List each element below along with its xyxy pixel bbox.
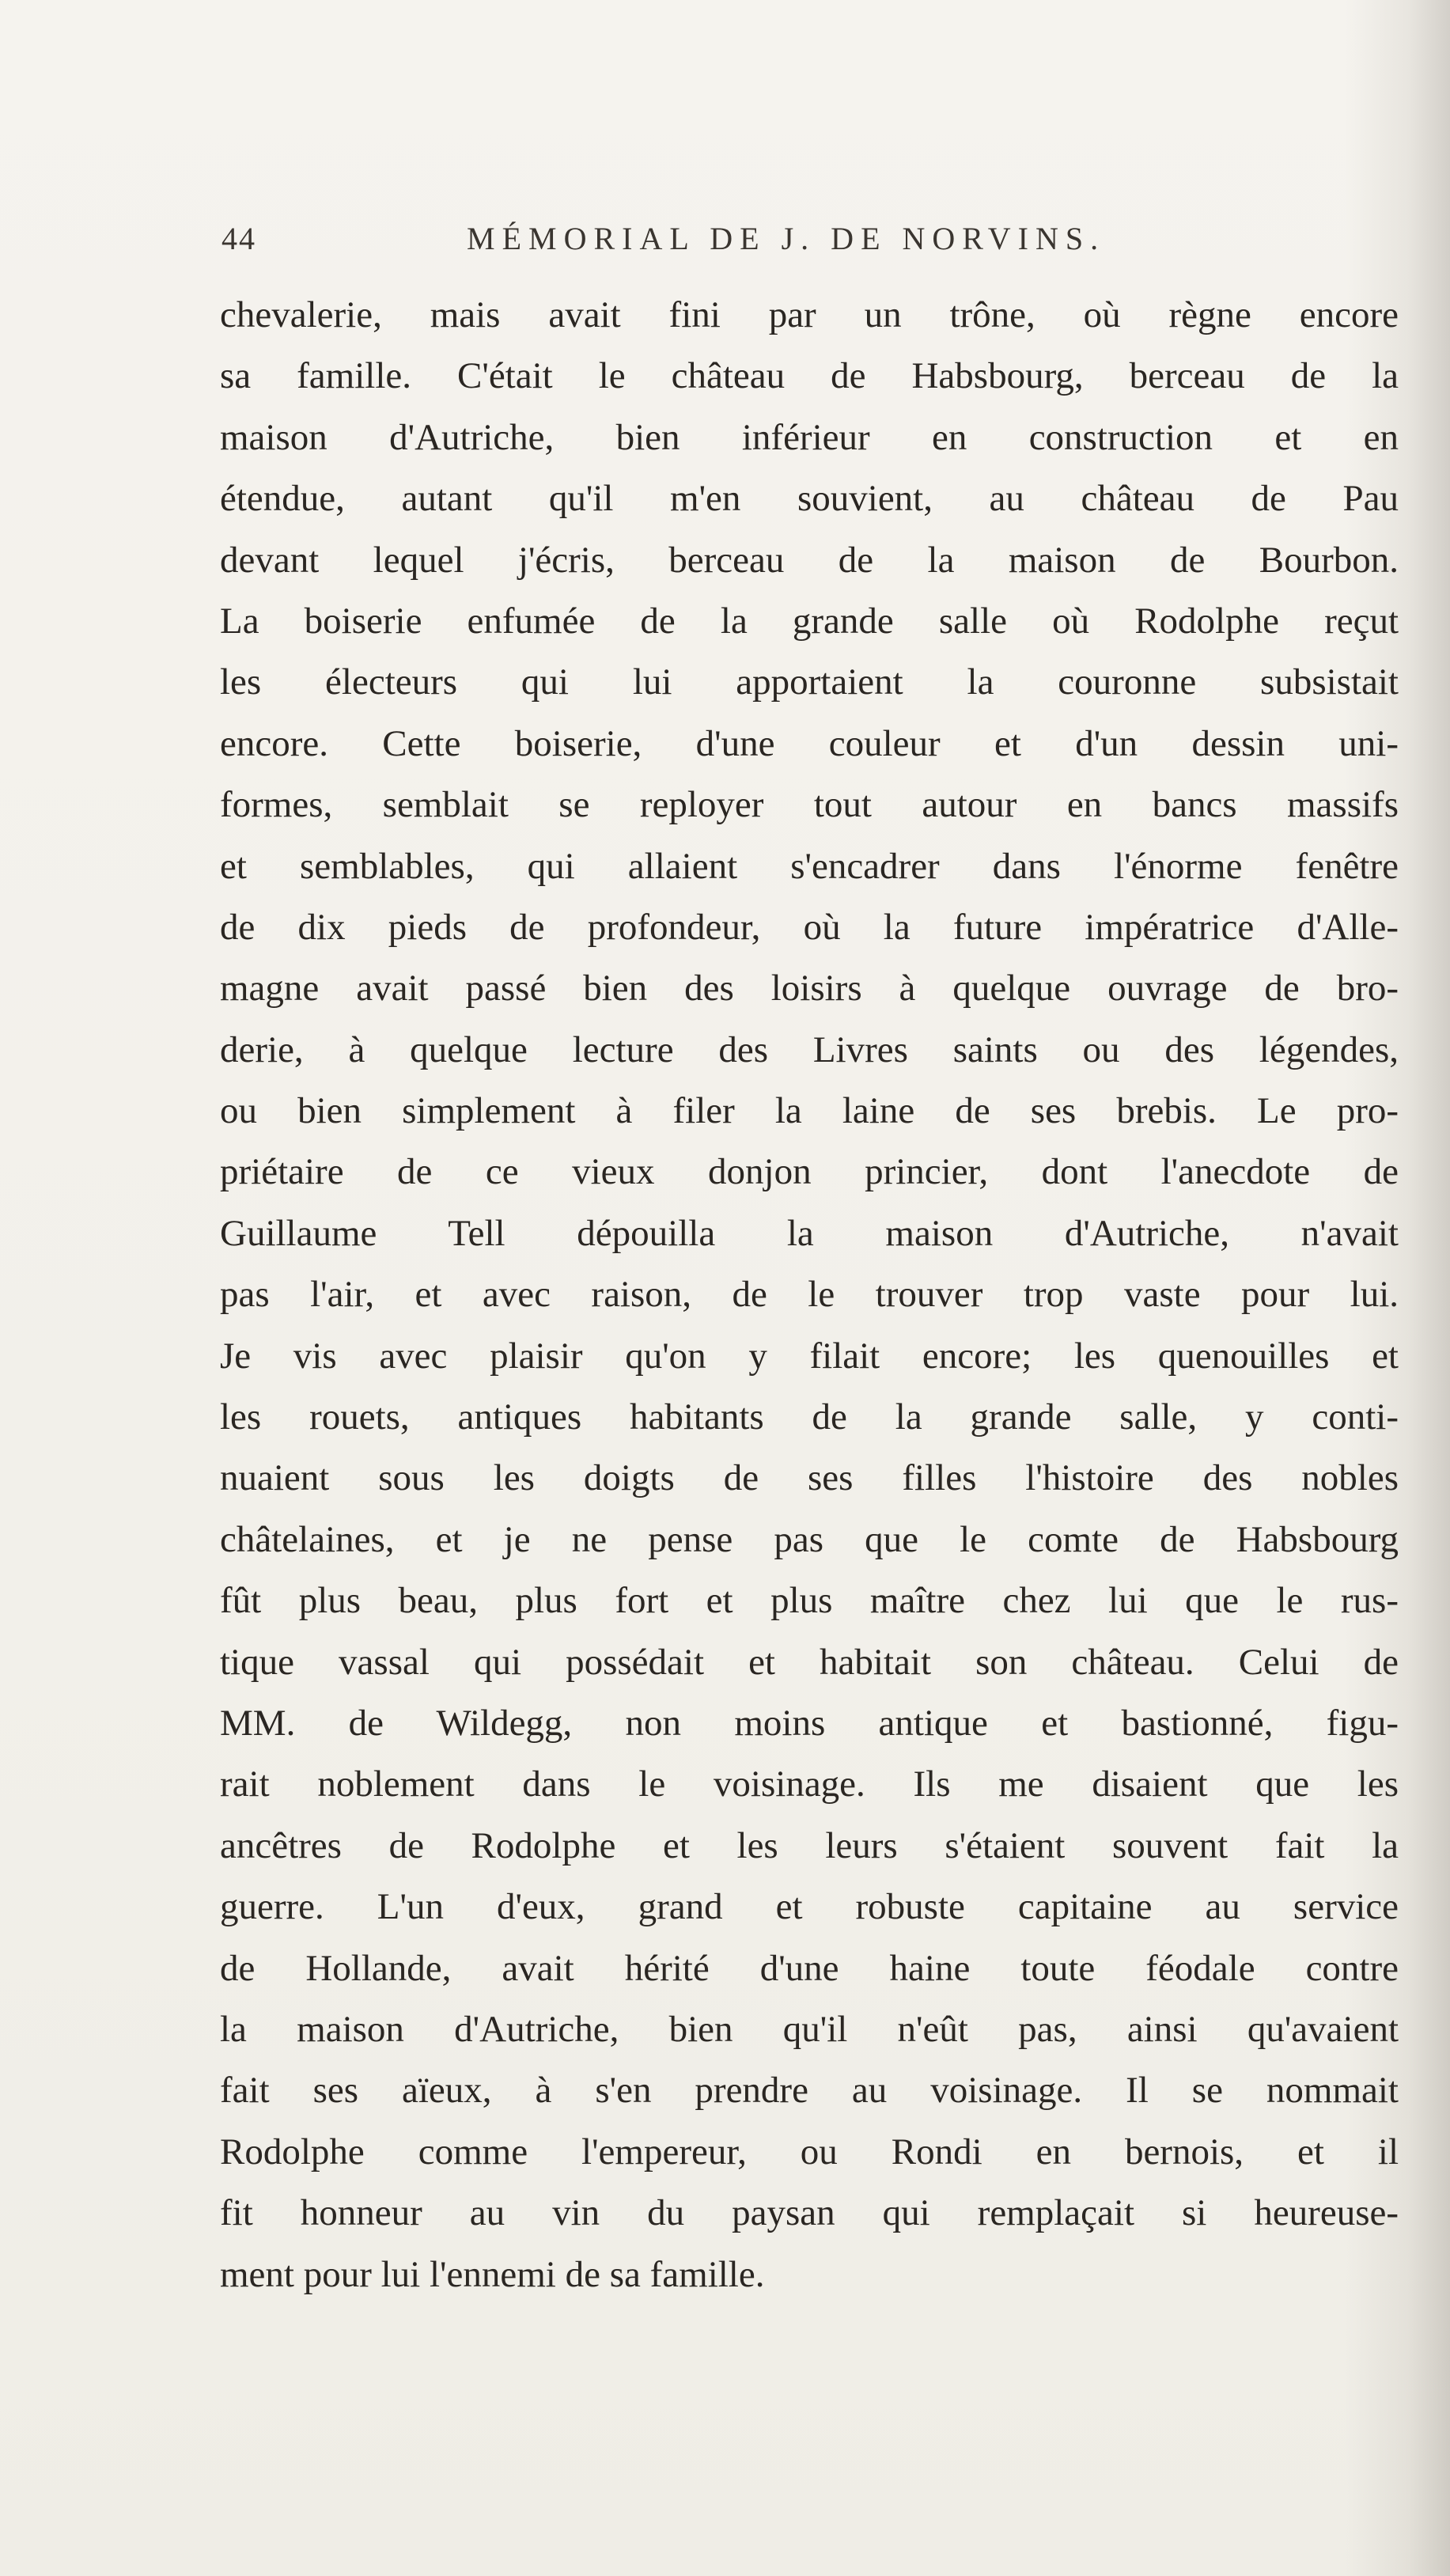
text-line: châtelaines, et je ne pense pas que le comte de Habsbourg	[220, 1518, 1399, 1560]
text-line: fait ses aïeux, à s'en prendre au voisinage. Il se nommait	[220, 2070, 1399, 2112]
body-text	[220, 285, 1399, 2305]
text-line: et semblables, qui allaient s'encadrer dans l'énorme fenêtre	[220, 845, 1399, 887]
text-line: derie, à quelque lecture des Livres saints ou des légendes,	[220, 1029, 1399, 1070]
text-line: les électeurs qui lui apportaient la couronne subsistait	[220, 661, 1399, 703]
text-line: ancêtres de Rodolphe et les leurs s'étaient souvent fait la	[220, 1824, 1399, 1866]
running-head	[221, 215, 1155, 263]
text-line: Guillaume Tell dépouilla la maison d'Autriche, n'avait	[220, 1212, 1399, 1254]
text-line: chevalerie, mais avait fini par un trône, où règne encore	[220, 294, 1399, 335]
text-line: de Hollande, avait hérité d'une haine toute féodale contre	[220, 1947, 1399, 1989]
text-line: Rodolphe comme l'empereur, ou Rondi en bernois, et il	[220, 2131, 1399, 2173]
text-line: devant lequel j'écris, berceau de la maison de Bourbon.	[220, 539, 1399, 581]
page-number: 44	[221, 221, 256, 256]
text-line: encore. Cette boiserie, d'une couleur et d'un dessin uni-	[220, 722, 1399, 764]
text-line: guerre. L'un d'eux, grand et robuste capitaine au service	[220, 1886, 1399, 1928]
text-line: magne avait passé bien des loisirs à quelque ouvrage de bro-	[220, 968, 1399, 1010]
text-line: étendue, autant qu'il m'en souvient, au château de Pau	[220, 478, 1399, 520]
text-line: les rouets, antiques habitants de la grande salle, y conti-	[220, 1396, 1399, 1438]
text-line: MM. de Wildegg, non moins antique et bastionné, figu-	[220, 1702, 1399, 1744]
text-line: maison d'Autriche, bien inférieur en construction et en	[220, 416, 1399, 458]
text-line: ou bien simplement à filer la laine de ses brebis. Le pro-	[220, 1090, 1399, 1132]
text-line: nuaient sous les doigts de ses filles l'histoire des nobles	[220, 1457, 1399, 1499]
text-line: fit honneur au vin du paysan qui remplaçait si heureuse-	[220, 2192, 1399, 2234]
running-title: MÉMORIAL DE J. DE NORVINS.	[467, 221, 1106, 256]
text-line: priétaire de ce vieux donjon princier, dont l'anecdote de	[220, 1151, 1399, 1193]
text-line: Je vis avec plaisir qu'on y filait encore; les quenouilles et	[220, 1335, 1399, 1377]
text-line: tique vassal qui possédait et habitait son château. Celui de	[220, 1641, 1399, 1683]
text-line: ment pour lui l'ennemi de sa famille.	[220, 2253, 765, 2295]
text-line: la maison d'Autriche, bien qu'il n'eût pas, ainsi qu'avaient	[220, 2008, 1399, 2050]
text-line: La boiserie enfumée de la grande salle où Rodolphe reçut	[220, 600, 1399, 642]
text-line: de dix pieds de profondeur, où la future impératrice d'Alle-	[220, 906, 1399, 948]
text-line: formes, semblait se reployer tout autour en bancs massifs	[220, 784, 1399, 826]
text-line: rait noblement dans le voisinage. Ils me disaient que les	[220, 1763, 1399, 1805]
text-line: fût plus beau, plus fort et plus maître chez lui que le rus-	[220, 1580, 1399, 1622]
text-line: sa famille. C'était le château de Habsbourg, berceau de la	[220, 355, 1399, 397]
text-line: pas l'air, et avec raison, de le trouver trop vaste pour lui.	[220, 1274, 1399, 1316]
